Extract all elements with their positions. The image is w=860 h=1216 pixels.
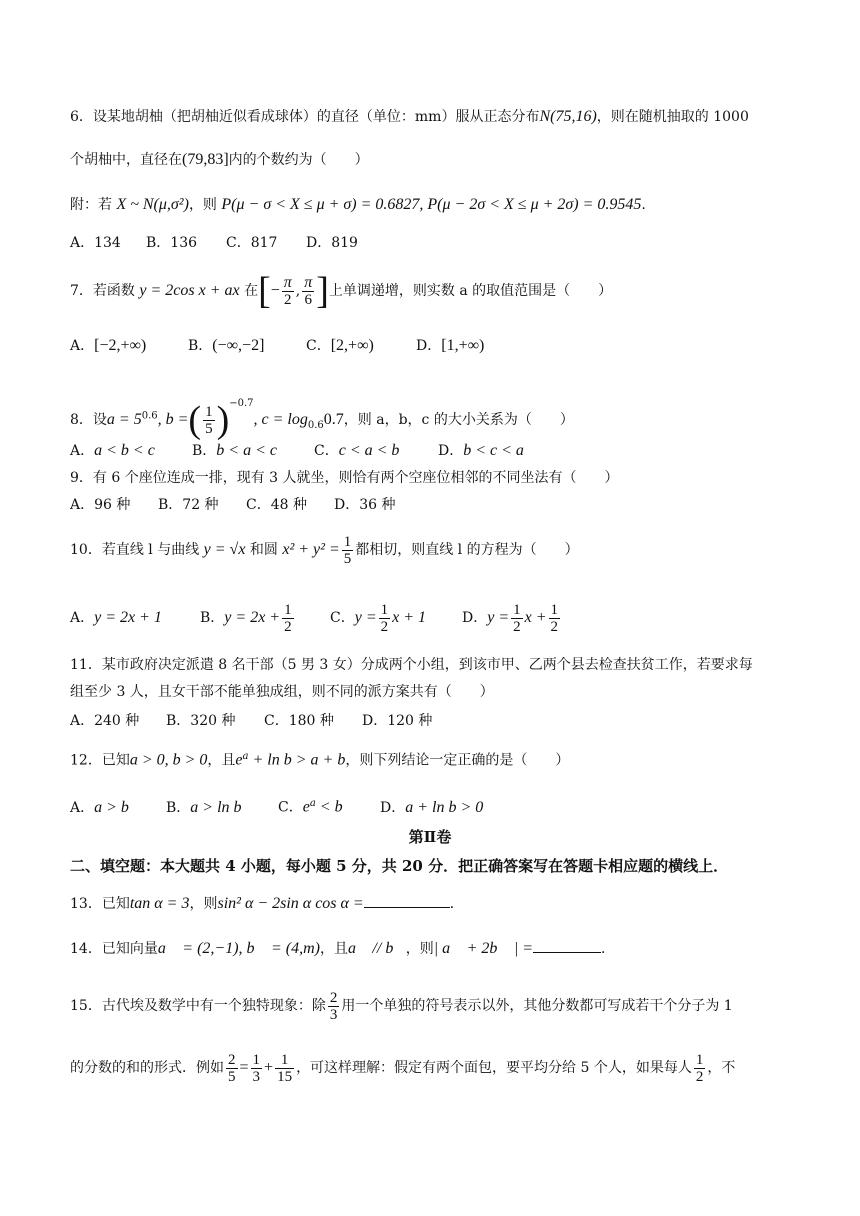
q7-text: 上单调递增，则实数 a 的取值范围是（ ） <box>328 283 613 299</box>
q6-text: 6．设某地胡柚（把胡柚近似看成球体）的直径（单位： <box>70 109 415 125</box>
q15-ex-2: 2 <box>228 1051 236 1068</box>
q7-text: 在 <box>244 283 259 299</box>
q15-ex-1b: 1 <box>275 1052 294 1069</box>
q10-frac-1-5 <box>342 534 354 567</box>
q10-option-c-label: C． <box>330 610 355 626</box>
q6-note-formula: P(μ − σ < X ≤ μ + σ) = 0.6827, P(μ − 2σ < X ≤ μ + 2σ) = 0.9545 <box>221 196 642 213</box>
q13-text: 13．已知 <box>70 896 130 912</box>
question-14 <box>70 938 796 960</box>
q6-distribution: N(75,16) <box>539 108 597 125</box>
q14-text: ，且 <box>319 941 348 957</box>
q12-option-c-post: < b <box>315 798 343 816</box>
q10-text: 都相切，则直线 l 的方程为（ ） <box>355 542 579 558</box>
q8-five: 5 <box>205 420 213 437</box>
q12-text: ，且 <box>207 752 236 769</box>
q11-option-d: D．120 种 <box>362 713 433 729</box>
q15-text: 的分数的和的形式．例如 <box>70 1060 224 1076</box>
q10-half-n: 1 <box>513 601 521 618</box>
q10-option-c-pre: y = <box>354 609 377 626</box>
q7-option-d-label: D． <box>416 338 442 354</box>
q7-option-c: [2,+∞) <box>330 337 374 354</box>
q8-option-d: b < c < a <box>463 442 524 459</box>
q8-b-exponent: −0.7 <box>229 398 254 409</box>
q13-expression: sin² α − 2sin α cos α = <box>217 895 364 912</box>
q6-unit: mm <box>414 109 442 125</box>
q6-interval: (79,83] <box>182 151 229 168</box>
q13-text: ，则 <box>189 896 218 912</box>
q8-option-a-label: A． <box>70 443 95 459</box>
q14-expression: | a⃗ + 2b⃗ | = <box>433 940 534 957</box>
q15-text: ，不 <box>707 1060 736 1076</box>
q8-a-expr: a = 5 <box>106 411 142 428</box>
q12-option-d-label: D． <box>380 799 406 816</box>
q8-b-expr: , b = <box>157 411 189 428</box>
q10-option-d-pre: y = <box>487 609 510 626</box>
q10-option-b: y = 2x + <box>224 609 281 626</box>
q8-a-exponent: 0.6 <box>141 410 158 422</box>
q11-text: 组至少 3 人，且女干部不能单独成组，则不同的派方案共有（ ） <box>70 684 494 700</box>
q7-text: 7．若函数 <box>70 283 135 299</box>
q10-option-c-half <box>379 602 391 635</box>
q6-option-d: D．819 <box>306 235 358 251</box>
q12-option-c-e: e <box>302 798 310 816</box>
q9-option-d: D．36 种 <box>334 497 396 513</box>
q7-frac-pi-2 <box>282 275 294 308</box>
q12-condition: a > 0, b > 0 <box>129 751 208 769</box>
question-6-line-1 <box>70 106 796 128</box>
q15-text: 用一个单独的符号表示以外，其他分数都可写成若干个分子为 1 <box>341 998 733 1014</box>
question-6-line-2 <box>70 149 796 171</box>
q14-text: 14．已知向量 <box>70 941 158 957</box>
q10-half-d: 2 <box>550 618 559 635</box>
q8-one: 1 <box>205 403 213 420</box>
q7-function: y = 2cos x + ax <box>139 282 240 299</box>
q7-option-b-label: B． <box>188 338 213 354</box>
q7-option-a-label: A． <box>70 338 95 354</box>
q8-right-paren: ) <box>216 399 230 441</box>
q11-option-b: B．320 种 <box>166 713 236 729</box>
question-15-line-2: 的分数的和的形式．例如 $\frac{2}{5}$ = $\frac{1}{3}$ + $\frac{1}{15}$ ，可这样理解：假定有两个面包，要平均分给 5 个人，如果每人 $\frac{1}{2}$ ，不 <box>70 1051 736 1085</box>
q10-half-d: 2 <box>380 618 389 635</box>
q6-text: 个胡柚中，直径在 <box>70 152 182 168</box>
q9-option-b: B．72 种 <box>158 497 219 513</box>
q12-option-c-label: C． <box>278 799 303 816</box>
q10-option-d-half-1 <box>511 602 523 635</box>
q8-option-b-label: B． <box>192 443 217 459</box>
q15-half-d: 2 <box>695 1068 704 1085</box>
q12-e: e <box>235 751 243 769</box>
question-11-line-1 <box>70 654 796 676</box>
q8-c-base: 0.6 <box>307 419 324 431</box>
q7-pi: π <box>304 273 313 291</box>
q15-frac-2-3 <box>328 990 340 1023</box>
question-12-options <box>70 793 796 819</box>
q8-text: 8．设 <box>70 412 107 428</box>
q13-end: ． <box>449 896 464 912</box>
q15-half <box>694 1052 706 1085</box>
q8-c-value: 0.7 <box>323 411 344 428</box>
question-8-options <box>70 440 796 462</box>
q7-option-b: (−∞,−2] <box>212 337 265 354</box>
q7-pi: π <box>283 273 292 291</box>
q12-option-a: a > b <box>94 798 129 816</box>
question-8 <box>70 384 796 446</box>
q10-one: 1 <box>343 533 352 550</box>
q10-option-d-label: D． <box>462 610 488 626</box>
question-13 <box>70 893 796 915</box>
q10-circle: x² + y² = <box>282 541 340 558</box>
q10-half-n: 1 <box>380 601 389 618</box>
question-10 <box>70 532 796 568</box>
question-15-line-1 <box>70 988 796 1024</box>
q8-frac-1-5 <box>203 404 215 437</box>
q14-vectors: a⃗ = (2,−1), b⃗ = (4,m) <box>157 940 320 957</box>
q14-parallel: a⃗ // b⃗ <box>347 940 406 957</box>
q8-option-d-label: D． <box>438 443 464 459</box>
q15-ex-1-3 <box>251 1052 263 1085</box>
q6-note-distribution: X ~ N(μ,σ²) <box>116 196 189 213</box>
q6-option-b: B．136 <box>146 235 198 251</box>
q12-option-b-label: B． <box>166 799 191 816</box>
q10-half-n: 1 <box>284 601 292 618</box>
q15-ex-1a: 1 <box>252 1051 261 1068</box>
q6-text: ）服从正态分布 <box>441 109 540 125</box>
q11-option-c: C．180 种 <box>264 713 334 729</box>
q12-option-b: a > ln b <box>190 798 242 816</box>
q10-text: 10．若直线 l 与曲线 <box>70 542 200 558</box>
q15-ex-3: 3 <box>252 1068 261 1085</box>
question-10-options <box>70 600 796 636</box>
q9-option-c: C．48 种 <box>246 497 307 513</box>
q15-frac-d: 3 <box>329 1006 338 1023</box>
q7-option-a: [−2,+∞) <box>94 337 147 354</box>
q7-option-c-label: C． <box>306 338 331 354</box>
q14-text: ，则 <box>405 941 434 957</box>
q12-option-a-label: A． <box>70 799 95 816</box>
question-6-note <box>70 194 796 216</box>
q12-exponent: a <box>242 751 249 762</box>
question-11-line-2 <box>70 681 796 703</box>
q8-option-a: a < b < c <box>94 442 155 459</box>
q9-option-a: A．96 种 <box>70 497 131 513</box>
q10-curve: y = √x <box>203 541 246 558</box>
section-heading: 二、填空题：本大题共 4 小题，每小题 5 分，共 20 分．把正确答案写在答题卡相应题的横线上． <box>70 857 729 875</box>
q12-text: ，则下列结论一定正确的是（ ） <box>345 752 570 769</box>
q15-text: ，可这样理解：假定有两个面包，要平均分给 5 个人，如果每人 <box>296 1060 692 1076</box>
q8-option-c-label: C． <box>314 443 339 459</box>
question-7-options <box>70 335 796 357</box>
q6-note-text: ，则 <box>188 197 217 213</box>
question-7: 7．若函数 y = 2cos x + ax 在[− $\frac{\pi}{2}$ , $\frac{\pi}{6}$ ]上单调递增，则实数 a 的取值范围是（ ） <box>70 270 613 312</box>
q8-option-b: b < a < c <box>216 442 277 459</box>
q15-text: 15．古代埃及数学中有一个独特现象：除 <box>70 998 326 1014</box>
q7-minus: − <box>270 282 280 299</box>
q7-frac-pi-6 <box>302 275 314 308</box>
q10-option-c-post: x + 1 <box>392 609 427 626</box>
q6-option-a: A．134 <box>70 235 121 251</box>
q12-option-c-exponent: a <box>309 798 316 809</box>
q10-five: 5 <box>343 550 352 567</box>
section-title: 第Ⅱ卷 <box>408 828 452 846</box>
q7-six: 6 <box>304 291 312 308</box>
q15-ex-15: 15 <box>277 1068 293 1085</box>
q14-answer-blank[interactable] <box>533 938 601 953</box>
q6-text: 内的个数约为（ ） <box>228 152 369 168</box>
q10-option-d-mid: x + <box>524 609 547 626</box>
question-9 <box>70 467 796 489</box>
q10-option-b-half <box>282 602 294 635</box>
q15-ex-1-15 <box>275 1052 294 1085</box>
q8-text: ，则 a，b，c 的大小关系为（ ） <box>343 412 574 428</box>
q6-text: ，则在随机抽取的 1000 <box>596 109 749 125</box>
q15-ex-5: 5 <box>228 1068 236 1085</box>
q12-inequality: + ln b > a + b <box>248 751 346 769</box>
q14-end: ． <box>601 941 616 957</box>
question-9-options <box>70 494 796 516</box>
q6-option-c: C．817 <box>226 235 278 251</box>
q7-option-d: [1,+∞) <box>441 337 485 354</box>
q8-c-expr: , c = log <box>253 411 308 428</box>
q6-note-end: . <box>641 197 646 213</box>
q10-option-a-label: A． <box>70 610 95 626</box>
q13-answer-blank[interactable] <box>364 893 450 908</box>
q6-note-text: 附：若 <box>70 197 112 213</box>
q10-option-b-label: B． <box>200 610 225 626</box>
q15-ex-2-5 <box>226 1052 238 1085</box>
q10-option-a: y = 2x + 1 <box>94 609 162 626</box>
q8-left-paren: ( <box>188 399 202 441</box>
question-12 <box>70 746 796 772</box>
question-6-options <box>70 232 796 254</box>
q10-half-d: 2 <box>284 618 292 635</box>
q12-option-d: a + ln b > 0 <box>405 798 484 816</box>
q10-text: 和圆 <box>249 542 278 558</box>
q9-text: 9．有 6 个座位连成一排，现有 3 人就坐，则恰有两个空座位相邻的不同坐法有（ ） <box>70 470 619 486</box>
q8-option-c: c < a < b <box>338 442 400 459</box>
question-11-options <box>70 710 796 732</box>
q7-two: 2 <box>284 291 292 308</box>
q10-half-d: 2 <box>513 618 521 635</box>
q13-condition: tan α = 3 <box>129 895 190 912</box>
q10-option-d-half-2 <box>549 602 561 635</box>
q15-frac-n: 2 <box>329 989 338 1006</box>
q11-option-a: A．240 种 <box>70 713 140 729</box>
q7-left-bracket: [ <box>258 270 271 312</box>
q7-right-bracket: ] <box>316 270 329 312</box>
q10-half-n: 1 <box>550 601 559 618</box>
q11-text: 11．某市政府决定派遣 8 名干部（5 男 3 女）分成两个小组，到该市甲、乙两个县去检查扶贫工作，若要求每 <box>70 657 753 673</box>
q15-half-n: 1 <box>695 1051 704 1068</box>
q12-text: 12．已知 <box>70 752 130 769</box>
